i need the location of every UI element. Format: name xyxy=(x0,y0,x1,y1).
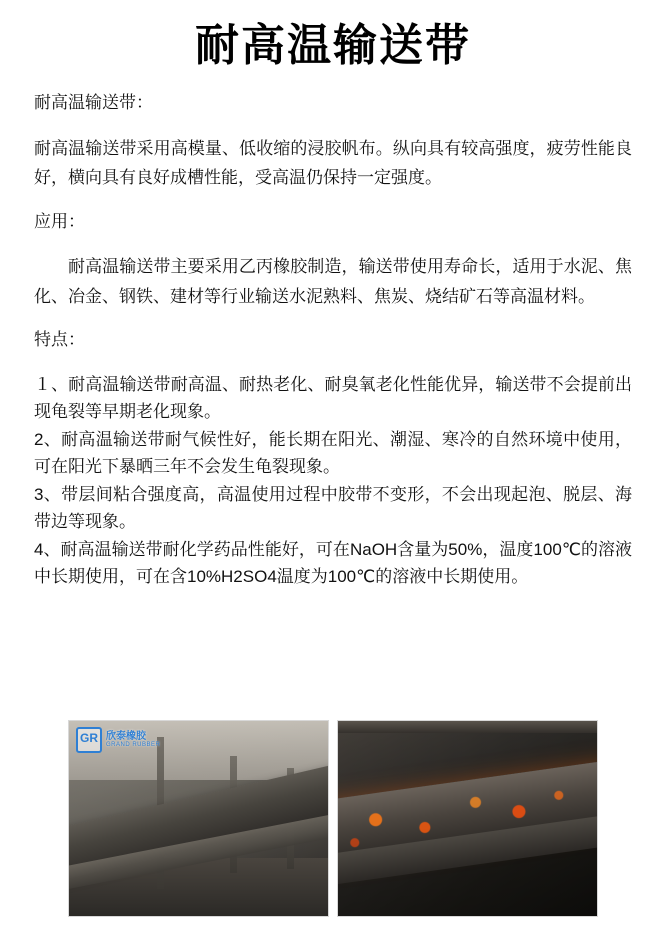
section-label-features: 特点： xyxy=(34,329,85,349)
product-photo-conveyor xyxy=(68,720,329,917)
logo-text xyxy=(106,732,160,749)
feature-item: １、耐高温输送带耐高温、耐热老化、耐臭氧老化性能优异，输送带不会提前出现龟裂等早期老化现象。 xyxy=(34,374,632,422)
section-paragraph-intro: 耐高温输送带采用高模量、低收缩的浸胶帆布。纵向具有较高强度，疲劳性能良好，横向具有良好成槽性能，受高温仍保持一定强度。 xyxy=(34,139,632,188)
product-photo-hot-material xyxy=(337,720,598,917)
feature-item: 3、带层间粘合强度高，高温使用过程中胶带不变形，不会出现起泡、脱层、海带边等现象。 xyxy=(34,484,632,532)
logo-mark-icon: GR xyxy=(76,727,102,753)
logo-text-cn: 欣泰橡胶 xyxy=(106,730,146,742)
image-gallery xyxy=(68,720,598,917)
section-label-intro: 耐高温输送带： xyxy=(34,93,153,113)
watermark-logo xyxy=(76,727,160,753)
logo-text-en: GRAND RUBBER xyxy=(106,742,161,749)
photo-beam xyxy=(338,721,597,733)
feature-item: 4、耐高温输送带耐化学药品性能好，可在NaOH含量为50%，温度100℃的溶液中长期使用，可在含10%H2SO4温度为100℃的溶液中长期使用。 xyxy=(34,539,632,587)
feature-list xyxy=(34,371,632,591)
section-label-application: 应用： xyxy=(34,211,85,231)
section-paragraph-application: 耐高温输送带主要采用乙丙橡胶制造，输送带使用寿命长，适用于水泥、焦化、冶金、钢铁、建材等行业输送水泥熟料、焦炭、烧结矿石等高温材料。 xyxy=(34,257,632,306)
page-title: 耐高温输送带 xyxy=(195,21,471,70)
document-page xyxy=(0,22,666,952)
feature-item: 2、耐高温输送带耐气候性好，能长期在阳光、潮湿、寒冷的自然环境中使用，可在阳光下暴晒三年不会发生龟裂现象。 xyxy=(34,429,632,477)
